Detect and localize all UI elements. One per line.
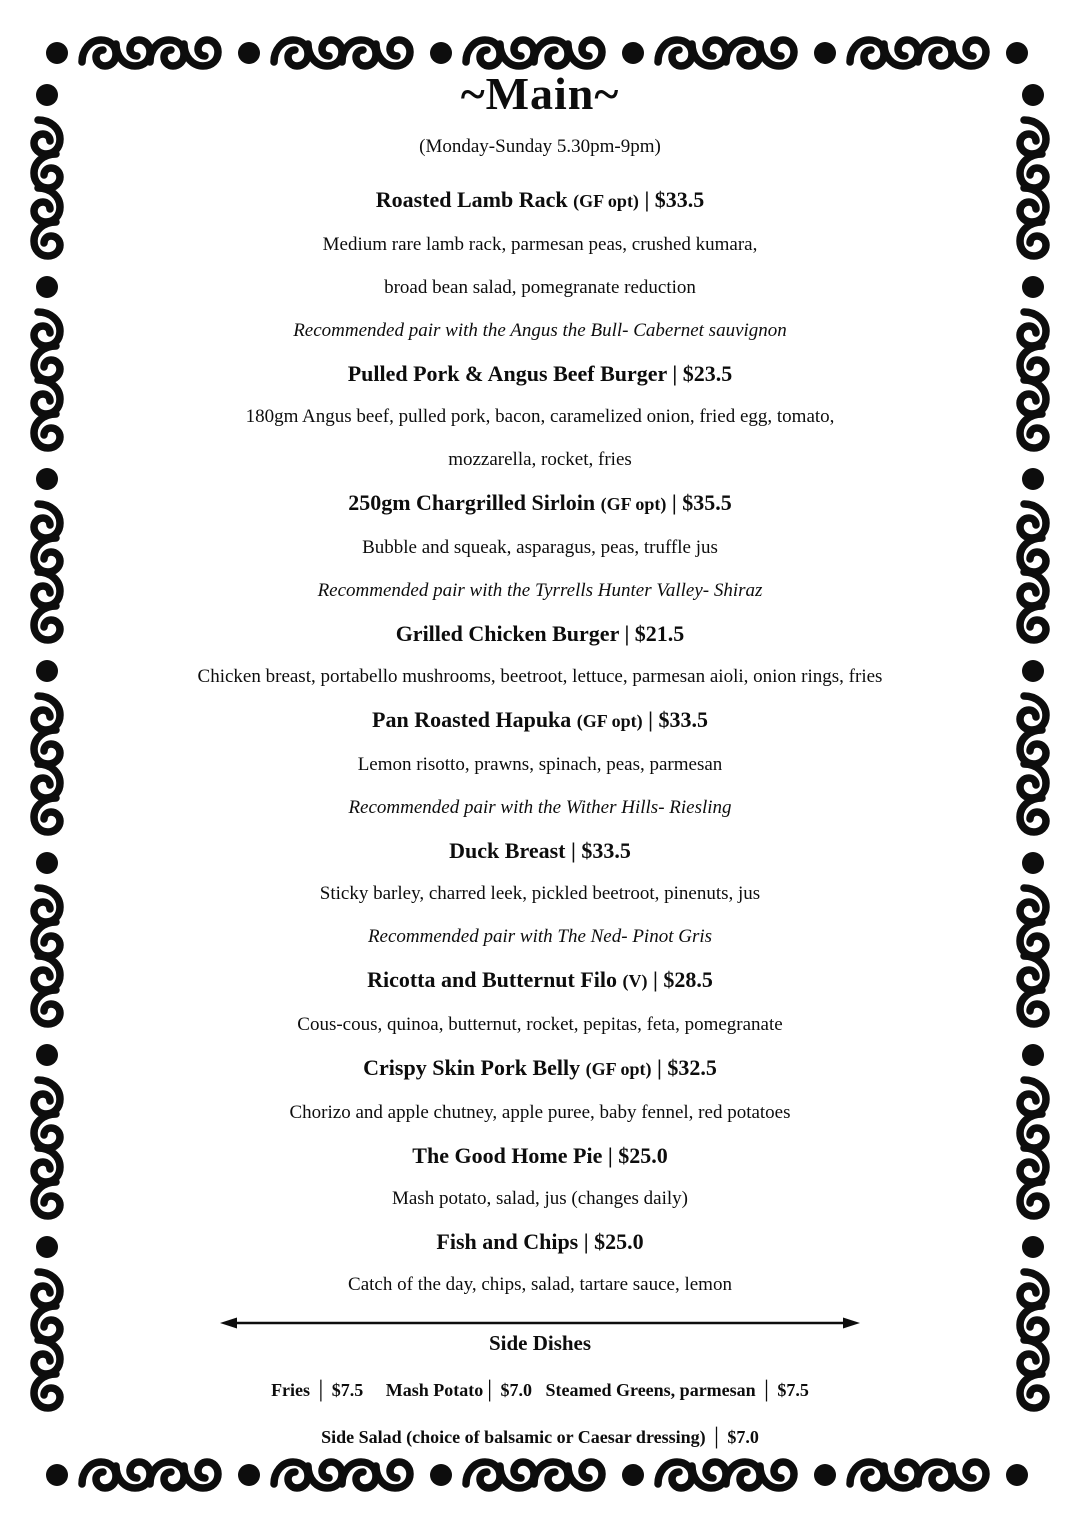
item-title [0,1230,1080,1253]
item-dietary-tag: (GF opt) [576,711,643,731]
item-description: broad bean salad, pomegranate reduction [384,277,696,298]
item-description: Medium rare lamb rack, parmesan peas, crushed kumara, [322,234,758,255]
sides-section-title: Side Dishes [488,1331,592,1355]
opening-hours: (Monday-Sunday 5.30pm-9pm) [419,136,661,157]
item-description: Catch of the day, chips, salad, tartare sauce, lemon [348,1274,732,1295]
item-name: Fish and Chips [436,1229,579,1254]
item-name: Duck Breast [449,838,566,863]
item-dietary-tag: (V) [622,971,648,991]
item-name: 250gm Chargrilled Sirloin [348,490,596,515]
menu-item [0,1056,1080,1124]
menu-item [0,839,1080,948]
arrow-divider [220,1316,860,1330]
menu-item [0,362,1080,471]
item-description: Cous-cous, quinoa, butternut, rocket, pepitas, feta, pomegranate [297,1014,783,1035]
page-title: ~Main~ [460,68,620,119]
menu-item [0,622,1080,688]
item-name: Grilled Chicken Burger [395,621,619,646]
item-title [0,362,1080,385]
item-name: Pan Roasted Hapuka [372,707,572,732]
item-price: | $33.5 [644,187,705,212]
menu-item [0,708,1080,819]
item-name: Pulled Pork & Angus Beef Burger [347,361,667,386]
pairing-note: Recommended pair with the Angus the Bull- Cabernet sauvignon [293,320,787,341]
menu-item [0,491,1080,602]
item-description: Sticky barley, charred leek, pickled beetroot, pinenuts, jus [319,883,761,904]
item-price: | $35.5 [671,490,732,515]
item-description: mozzarella, rocket, fries [448,449,632,470]
item-price: | $32.5 [656,1055,717,1080]
item-name: Crispy Skin Pork Belly [363,1055,581,1080]
item-description: Lemon risotto, prawns, spinach, peas, parmesan [357,754,723,775]
menu-item [0,188,1080,342]
item-dietary-tag: (GF opt) [585,1059,652,1079]
pairing-note: Recommended pair with the Tyrrells Hunter Valley- Shiraz [317,580,763,601]
item-description: Mash potato, salad, jus (changes daily) [391,1188,688,1209]
item-description: Chorizo and apple chutney, apple puree, baby fennel, red potatoes [289,1102,791,1123]
item-title [0,1144,1080,1167]
menu-item [0,1230,1080,1296]
item-title [0,968,1080,993]
sides-row: Fries │ $7.5 Mash Potato│ $7.0 Steamed Greens, parmesan │ $7.5 [271,1380,809,1400]
item-title [0,708,1080,733]
item-price: | $23.5 [672,361,733,386]
menu-item [0,1144,1080,1210]
item-price: | $25.0 [607,1143,668,1168]
item-price: | $33.5 [648,707,708,732]
pairing-note: Recommended pair with the Wither Hills- Riesling [348,797,732,818]
item-title [0,491,1080,516]
item-price: | $25.0 [583,1229,644,1254]
item-price: | $33.5 [570,838,631,863]
item-description: 180gm Angus beef, pulled pork, bacon, caramelized onion, fried egg, tomato, [245,406,835,427]
item-price: | $21.5 [624,621,685,646]
sides-row: Side Salad (choice of balsamic or Caesar dressing) │ $7.0 [321,1427,759,1447]
item-title [0,1056,1080,1081]
menu-item [0,968,1080,1036]
item-title [0,622,1080,645]
item-dietary-tag: (GF opt) [573,191,639,211]
item-description: Bubble and squeak, asparagus, peas, truffle jus [362,537,718,558]
item-price: | $28.5 [653,967,713,992]
item-name: Roasted Lamb Rack [375,187,568,212]
item-dietary-tag: (GF opt) [600,494,667,514]
item-title [0,188,1080,213]
pairing-note: Recommended pair with The Ned- Pinot Gris [367,926,713,947]
item-name: The Good Home Pie [412,1143,603,1168]
item-title [0,839,1080,862]
item-name: Ricotta and Butternut Filo [367,967,618,992]
item-description: Chicken breast, portabello mushrooms, beetroot, lettuce, parmesan aioli, onion rings, fries [197,666,883,687]
